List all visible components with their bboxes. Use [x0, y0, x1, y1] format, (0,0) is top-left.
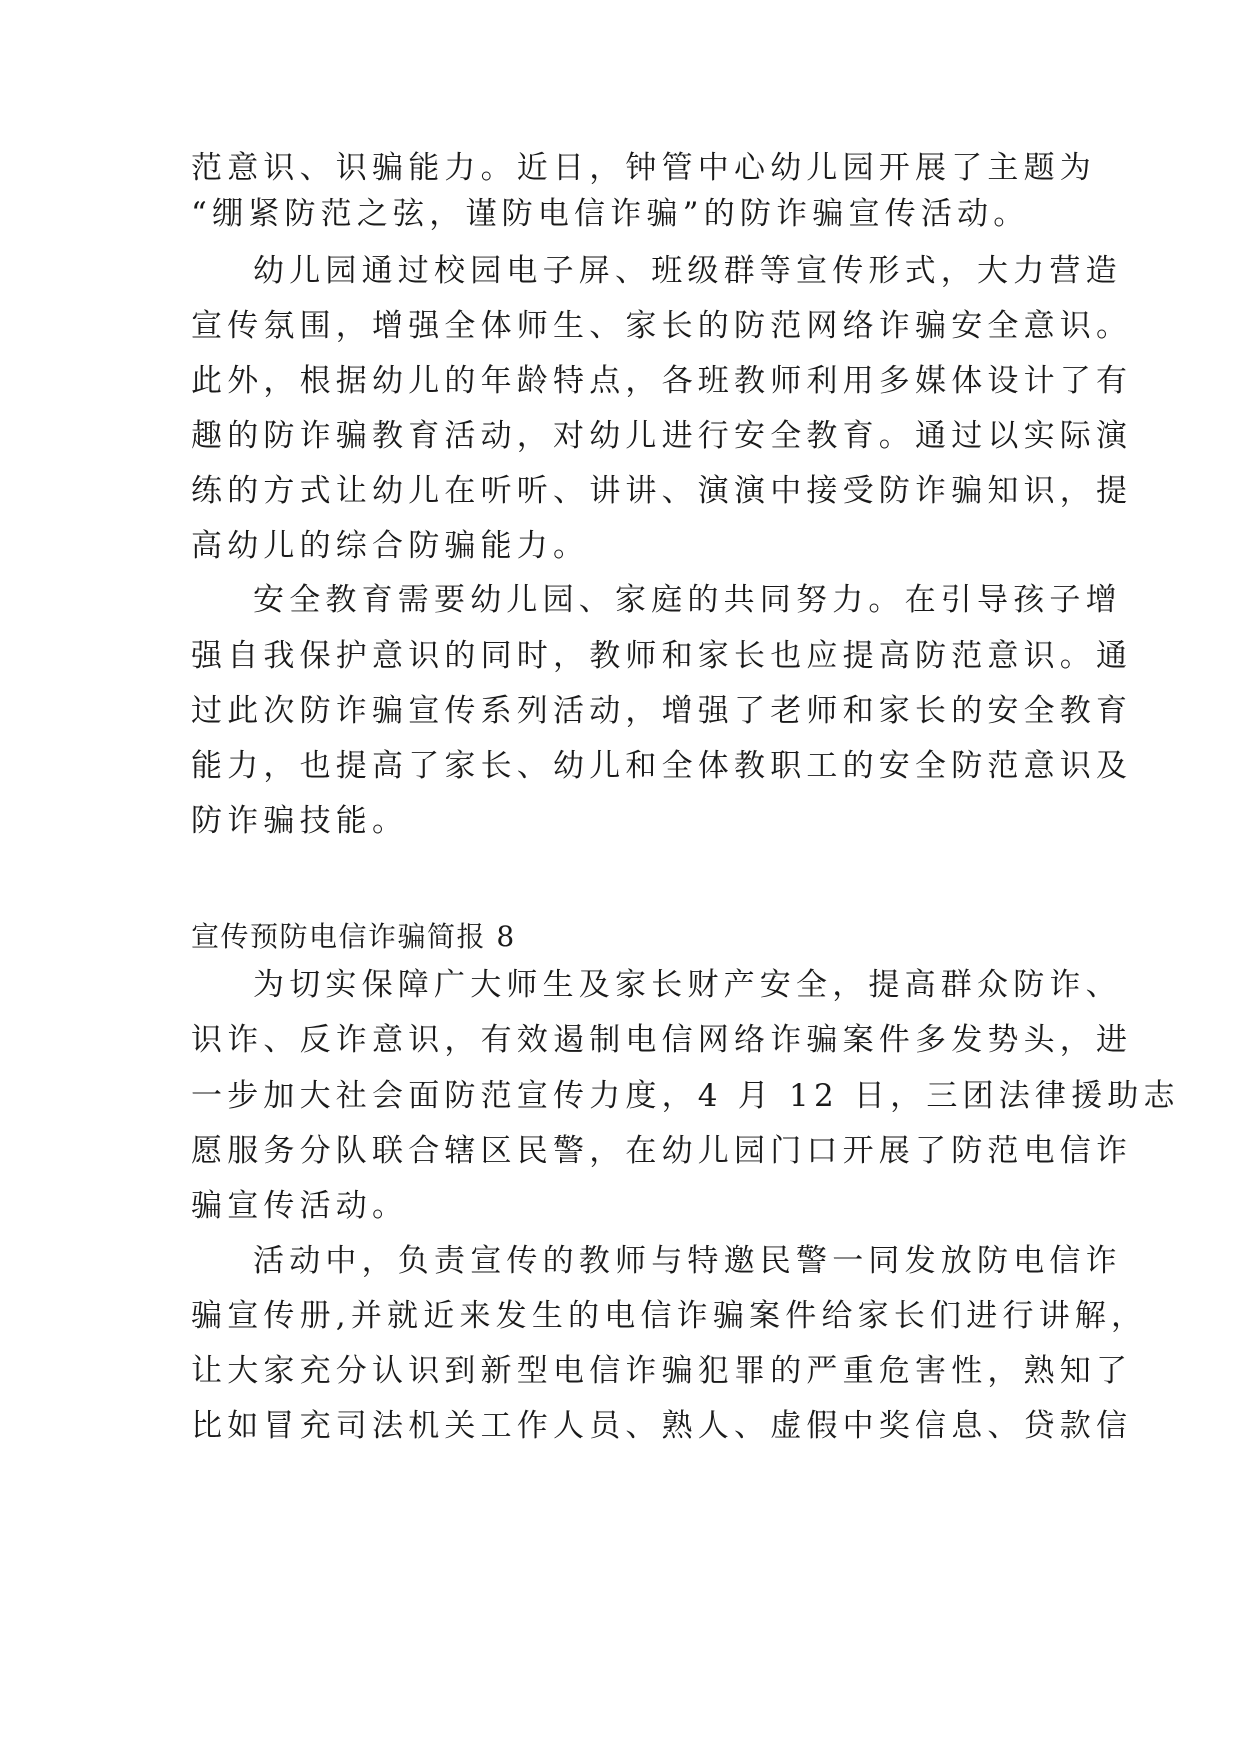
- text-line: 范意识、识骗能力。近日，钟管中心幼儿园开展了主题为: [191, 150, 1096, 186]
- text-line: 能力，也提高了家长、幼儿和全体教职工的安全防范意识及: [191, 748, 1133, 784]
- text-line: 高幼儿的综合防骗能力。: [191, 528, 590, 564]
- paragraph-first-line: 为切实保障广大师生及家长财产安全，提高群众防诈、: [253, 967, 1122, 1003]
- paragraph-first-line: 活动中，负责宣传的教师与特邀民警一同发放防电信诈: [253, 1243, 1122, 1279]
- paragraph-first-line: 幼儿园通过校园电子屏、班级群等宣传形式，大力营造: [253, 253, 1122, 289]
- section-heading: 宣传预防电信诈骗简报 8: [191, 920, 516, 953]
- text-line: 宣传氛围，增强全体师生、家长的防范网络诈骗安全意识。: [191, 308, 1133, 344]
- text-line: 一步加大社会面防范宣传力度，4 月 12 日，三团法律援助志: [191, 1078, 1180, 1114]
- paragraph-first-line: 安全教育需要幼儿园、家庭的共同努力。在引导孩子增: [253, 582, 1122, 618]
- text-line: 过此次防诈骗宣传系列活动，增强了老师和家长的安全教育: [191, 693, 1133, 729]
- text-line: 防诈骗技能。: [191, 803, 409, 839]
- text-line: 此外，根据幼儿的年龄特点，各班教师利用多媒体设计了有: [191, 363, 1133, 399]
- text-line: 愿服务分队联合辖区民警，在幼儿园门口开展了防范电信诈: [191, 1133, 1133, 1169]
- text-line: 骗宣传册,并就近来发生的电信诈骗案件给家长们进行讲解，: [191, 1298, 1148, 1334]
- text-line: “绷紧防范之弦，谨防电信诈骗”的防诈骗宣传活动。: [191, 196, 1030, 232]
- text-line: 骗宣传活动。: [191, 1188, 409, 1224]
- text-line: 强自我保护意识的同时，教师和家长也应提高防范意识。通: [191, 638, 1133, 674]
- text-line: 趣的防诈骗教育活动，对幼儿进行安全教育。通过以实际演: [191, 418, 1133, 454]
- text-line: 比如冒充司法机关工作人员、熟人、虚假中奖信息、贷款信: [191, 1408, 1133, 1444]
- text-line: 练的方式让幼儿在听听、讲讲、演演中接受防诈骗知识，提: [191, 473, 1133, 509]
- text-line: 识诈、反诈意识，有效遏制电信网络诈骗案件多发势头，进: [191, 1022, 1133, 1058]
- text-line: 让大家充分认识到新型电信诈骗犯罪的严重危害性，熟知了: [191, 1353, 1133, 1389]
